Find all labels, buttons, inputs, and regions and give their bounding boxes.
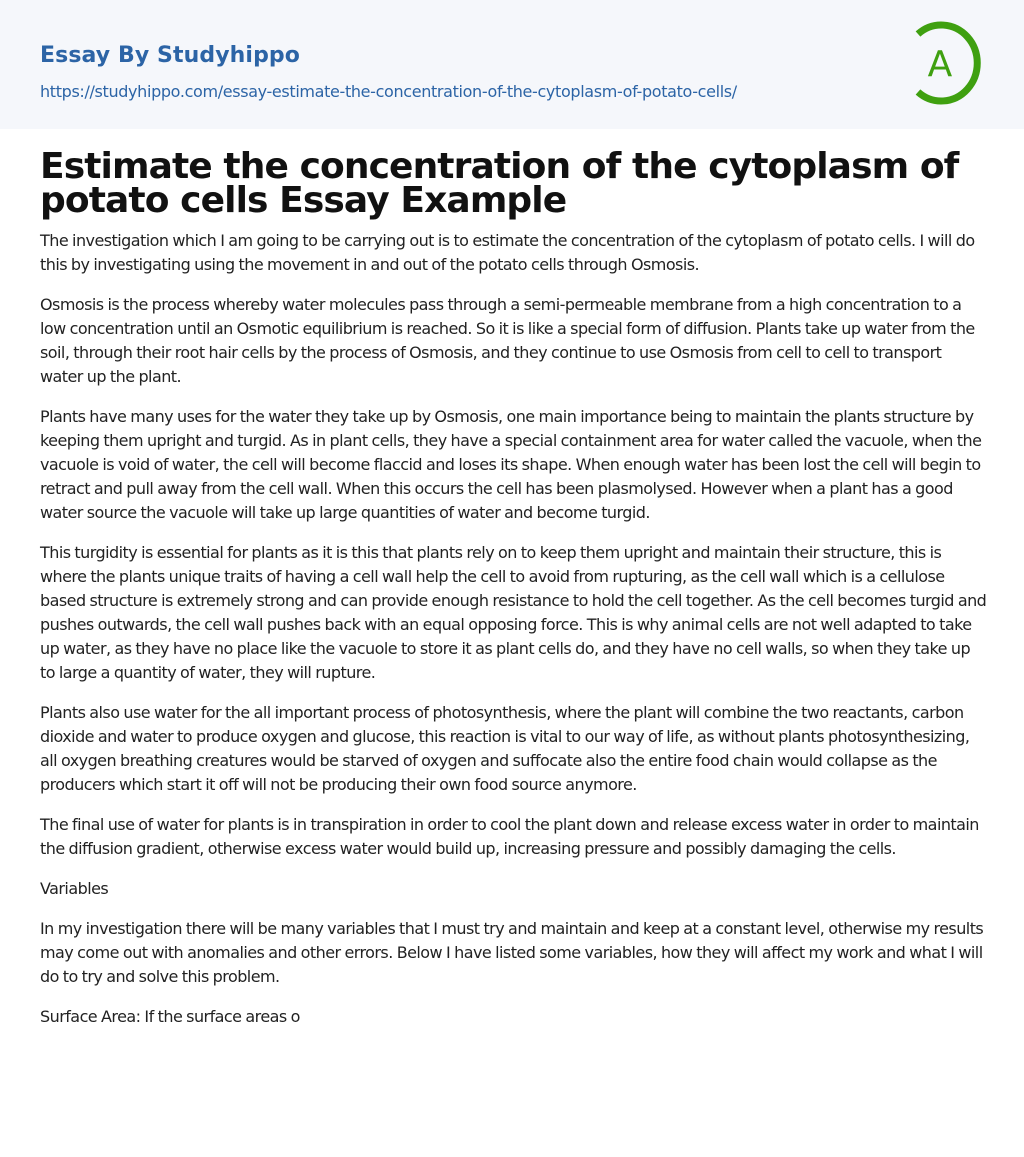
paragraph-intro: The investigation which I am going to be carrying out is to estimate the concentration of the cytoplasm of potato cells. I will do this by investigating using the movement in and out of the potato cells through Osmosis.: [40, 231, 975, 274]
essay-body: [40, 229, 988, 1045]
section-heading-variables: Variables: [40, 879, 109, 898]
paragraph-water-uses: Plants have many uses for the water they take up by Osmosis, one main importance being to maintain the plants structure by keeping them upright and turgid. As in plant cells, they have a special containment area for water called the vacuole, when the vacuole is void of water, the cell will become flaccid and loses its shape. When enough water has been lost the cell will begin to retract and pull away from the cell wall. When this occurs the cell has been plasmolysed. However when a plant has a good water source the vacuole will take up large quantities of water and become turgid.: [40, 407, 982, 522]
paragraph-turgidity: This turgidity is essential for plants as it is this that plants rely on to keep them upright and maintain their structure, this is where the plants unique traits of having a cell wall help the cell to avoid from rupturing, as the cell wall which is a cellulose based structure is extremely strong and can provide enough resistance to hold the cell together. As the cell becomes turgid and pushes outwards, the cell wall pushes back with an equal opposing force. This is why animal cells are not well adapted to take up water, as they have no place like the vacuole to store it as plant cells do, and they have no cell walls, so when they take up to large a quantity of water, they will rupture.: [40, 543, 987, 682]
paragraph-photosynthesis: Plants also use water for the all important process of photosynthesis, where the plant will combine the two reactants, carbon dioxide and water to produce oxygen and glucose, this reaction is vital to our way of life, as without plants photosynthesizing, all oxygen breathing creatures would be starved of oxygen and suffocate also the entire food chain would collapse as the producers which start it off will not be producing their own food source anymore.: [40, 703, 970, 794]
brand-name: Essay By Studyhippo: [40, 43, 300, 68]
paragraph-osmosis: Osmosis is the process whereby water molecules pass through a semi-permeable membrane from a high concentration to a low concentration until an Osmotic equilibrium is reached. So it is like a special form of diffusion. Plants take up water from the soil, through their root hair cells by the process of Osmosis, and they continue to use Osmosis from cell to cell to transport water up the plant.: [40, 295, 975, 386]
paragraph-surface-area: Surface Area: If the surface areas o: [40, 1007, 300, 1026]
paragraph-transpiration: The final use of water for plants is in transpiration in order to cool the plant down and release excess water in order to maintain the diffusion gradient, otherwise excess water would build up, increasing pressure and possibly damaging the cells.: [40, 815, 979, 858]
essay-url-link[interactable]: https://studyhippo.com/essay-estimate-the-concentration-of-the-cytoplasm-of-potato-cells/: [40, 82, 737, 101]
paragraph-variables: In my investigation there will be many variables that I must try and maintain and keep at a constant level, otherwise my results may come out with anomalies and other errors. Below I have listed some variables, how they will affect my work and what I will do to try and solve this problem.: [40, 919, 984, 986]
page-title: Estimate the concentration of the cytoplasm of potato cells Essay Example: [40, 146, 959, 221]
svg-text:A: A: [927, 44, 953, 85]
